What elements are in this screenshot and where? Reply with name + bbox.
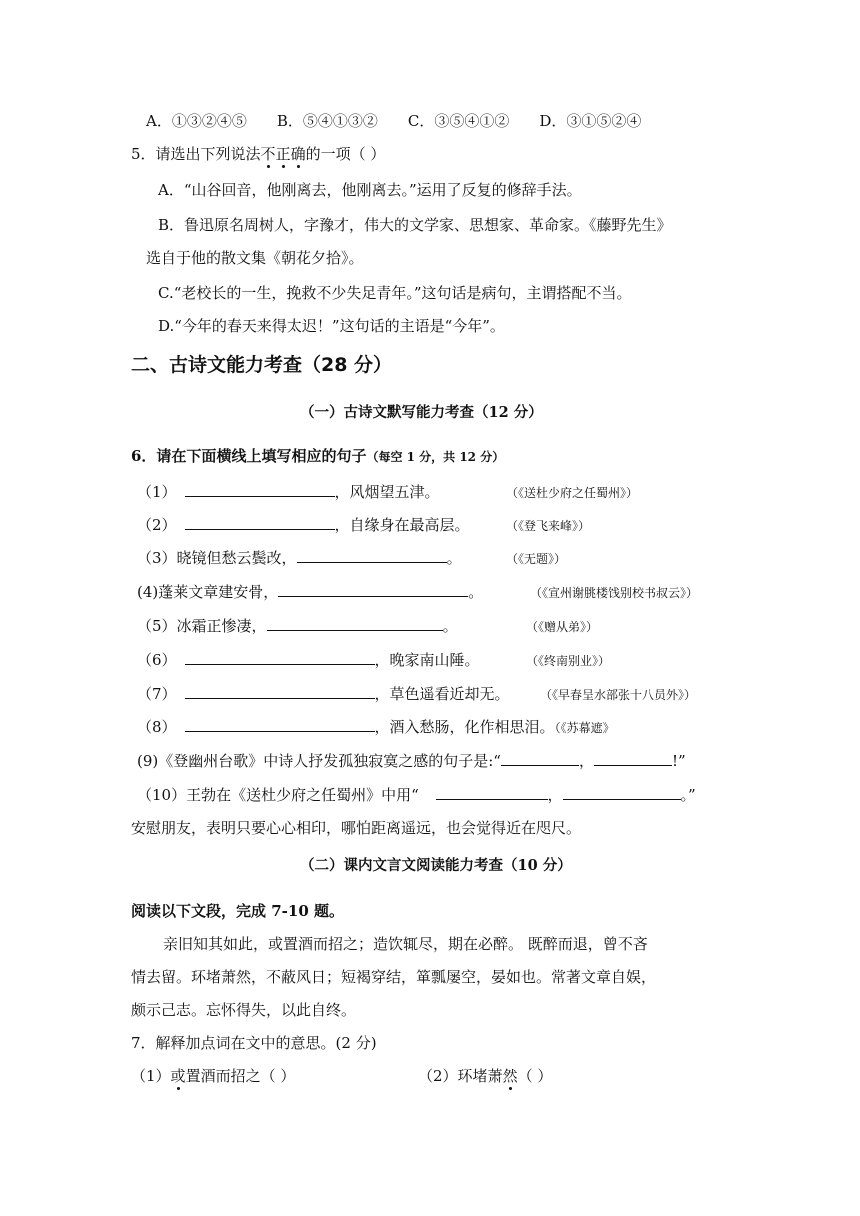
row-text: 冰霜正惨凄， <box>176 617 267 635</box>
answer-blank[interactable] <box>185 649 375 665</box>
fill-row <box>137 784 696 805</box>
q5-stem-pre: 5．请选出下列说法 <box>131 145 261 163</box>
passage-line: 亲旧知其如此，或置酒而招之；造饮辄尽，期在必醉。 既醉而退，曾不吝 <box>163 935 648 953</box>
q5-option-d: D.“今年的春天来得太迟！”这句话的主语是“今年”。 <box>158 317 505 335</box>
fill-row <box>137 547 462 568</box>
row-number: （3） <box>137 549 177 567</box>
row-text: ，草色遥看近却无。 <box>374 685 510 703</box>
q4-options-row <box>146 111 641 131</box>
q5-option-b-line1: B．鲁迅原名周树人，字豫才，伟大的文学家、思想家、革命家。《藤野先生》 <box>158 216 672 234</box>
fill-row <box>137 615 458 636</box>
poem-source: （《赠从弟》） <box>526 620 599 634</box>
row-text: ，自缘身在最高层。 <box>334 516 470 534</box>
item-number: （2） <box>418 1067 458 1085</box>
q7-stem: 7．解释加点词在文中的意思。(2 分) <box>131 1034 377 1052</box>
poem-source: （《早春呈水部张十八员外》） <box>540 688 697 702</box>
row-number: (4) <box>137 583 159 601</box>
row-text: (9)《登幽州台歌》中诗人抒发孤独寂寞之感的句子是:“ <box>137 752 501 770</box>
q6-stem-bold: 6．请在下面横线上填写相应的句子 <box>131 447 367 465</box>
poem-source: （《宣州谢朓楼饯别校书叔云》） <box>530 586 699 600</box>
row-text: 蓬莱文章建安骨， <box>158 583 279 601</box>
row-10-continuation: 安慰朋友，表明只要心心相印，哪怕距离遥远，也会觉得近在咫尺。 <box>131 819 582 837</box>
row-number: （6） <box>137 651 177 669</box>
item-number: （1） <box>131 1067 171 1085</box>
poem-source: （《送杜少府之任蜀州》） <box>506 486 639 500</box>
q5-option-c: C.“老校长的一生，挽救不少失足青年。”这句话是病句，主谓搭配不当。 <box>158 284 632 302</box>
row-text: ， <box>578 752 594 770</box>
q5-dotted-char: 正 <box>275 145 291 163</box>
q7-item-1 <box>131 1066 295 1086</box>
q6-stem <box>131 446 504 467</box>
q4-option-b: B．⑤④①③② <box>276 112 378 130</box>
fill-row <box>137 581 483 602</box>
row-number: （2） <box>137 516 177 534</box>
passage-line: 情去留。环堵萧然，不蔽风日；短褐穿结，箪瓢屡空，晏如也。常著文章自娱， <box>131 968 657 986</box>
fill-row <box>137 481 440 502</box>
poem-source: （《登飞来峰》） <box>506 519 591 533</box>
q5-dotted-char: 不 <box>260 145 276 163</box>
answer-blank[interactable] <box>501 750 579 766</box>
row-text: 。” <box>680 786 696 804</box>
fill-row <box>137 649 480 670</box>
subsection-title-1: （一）古诗文默写能力考查（12 分） <box>300 404 543 421</box>
answer-blank[interactable] <box>185 716 375 732</box>
row-text: 晓镜但愁云鬓改， <box>176 549 297 567</box>
row-number: （7） <box>137 685 177 703</box>
row-text: ，风烟望五津。 <box>334 483 440 501</box>
row-number: （1） <box>137 483 177 501</box>
q5-stem-post: 的一项（ ） <box>305 145 386 163</box>
section-title: 二、古诗文能力考查（28 分） <box>131 354 393 376</box>
row-text: ， <box>547 786 563 804</box>
q5-option-a: A．“山谷回音，他刚离去，他刚离去。”运用了反复的修辞手法。 <box>158 181 582 199</box>
item-text: 环堵萧 <box>457 1067 503 1085</box>
row-text: ，晚家南山陲。 <box>374 651 480 669</box>
q5-option-b-line2: 选自于他的散文集《朝花夕拾》。 <box>146 249 364 267</box>
answer-blank[interactable] <box>185 514 335 530</box>
q7-item-2 <box>418 1066 552 1086</box>
q4-option-d: D．③①⑤②④ <box>539 112 642 130</box>
item-text: （ ） <box>517 1067 553 1085</box>
answer-blank[interactable] <box>594 750 672 766</box>
answer-blank[interactable] <box>278 581 468 597</box>
q7-dotted-char: 然 <box>502 1067 518 1085</box>
answer-blank[interactable] <box>436 784 548 800</box>
row-text: ，酒入愁肠，化作相思泪。 <box>374 718 555 736</box>
row-text: 。 <box>468 583 484 601</box>
poem-source: （《终南别业》） <box>526 654 611 668</box>
answer-blank[interactable] <box>563 784 681 800</box>
q7-dotted-char: 或 <box>170 1067 186 1085</box>
item-text: 置酒而招之（ ） <box>185 1067 296 1085</box>
row-text: !” <box>672 752 686 770</box>
q5-dotted-char: 确 <box>290 145 306 163</box>
q6-stem-note: （每空 1 分，共 12 分） <box>366 450 505 464</box>
poem-source: （《无题》） <box>506 552 567 566</box>
row-text: （10）王勃在《送杜少府之任蜀州》中用“ <box>137 786 424 804</box>
row-text: 。 <box>442 617 458 635</box>
answer-blank[interactable] <box>297 547 447 563</box>
answer-blank[interactable] <box>267 615 443 631</box>
row-number: （8） <box>137 718 177 736</box>
answer-blank[interactable] <box>185 481 335 497</box>
row-number: （5） <box>137 617 177 635</box>
q5-stem <box>131 144 385 164</box>
fill-row <box>137 683 510 704</box>
subsection-title-2: （二）课内文言文阅读能力考查（10 分） <box>300 857 572 874</box>
fill-row <box>137 750 686 771</box>
reading-intro: 阅读以下文段，完成 7-10 题。 <box>131 902 344 920</box>
answer-blank[interactable] <box>185 683 375 699</box>
fill-row <box>137 716 615 738</box>
row-text: 。 <box>446 549 462 567</box>
passage-line: 颇示己志。忘怀得失，以此自终。 <box>131 1001 357 1019</box>
q4-option-a: A．①③②④⑤ <box>146 112 247 130</box>
fill-row <box>137 514 470 535</box>
poem-source: （《苏幕遮》 <box>554 721 615 735</box>
q4-option-c: C．③⑤④①② <box>407 112 510 130</box>
